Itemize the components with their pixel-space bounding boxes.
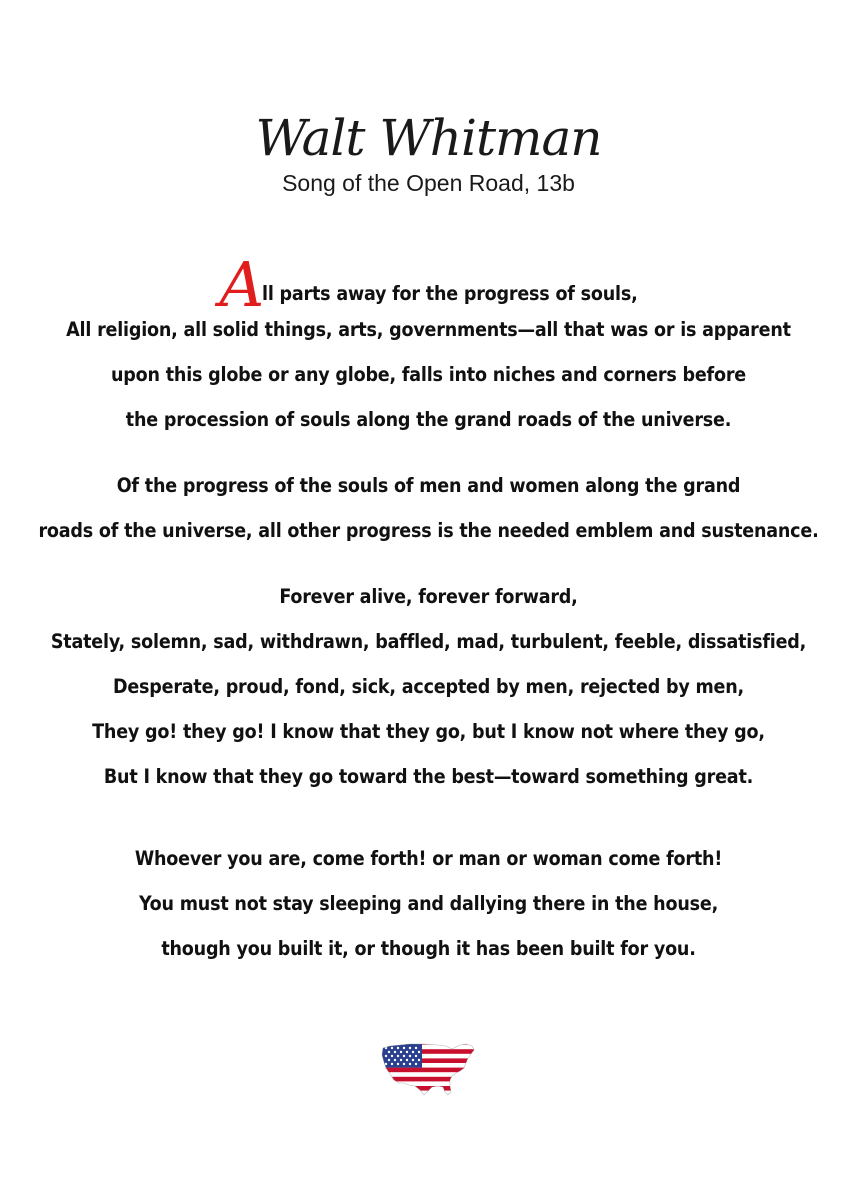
poem-line: They go! they go! I know that they go, but I know not where they go, bbox=[92, 720, 765, 743]
stanza-3 bbox=[0, 574, 857, 799]
poem-line: Whoever you are, come forth! or man or woman come forth! bbox=[134, 847, 723, 870]
drop-cap: A bbox=[219, 248, 265, 321]
poem-line: the procession of souls along the grand roads of the universe. bbox=[125, 408, 732, 431]
author-title: Walt Whitman bbox=[255, 109, 602, 167]
poem-line: Desperate, proud, fond, sick, accepted by men, rejected by men, bbox=[112, 675, 745, 698]
poem-line-text: ll parts away for the progress of souls, bbox=[262, 282, 638, 305]
poem-line: Of the progress of the souls of men and women along the grand bbox=[116, 474, 741, 497]
poem-line: though you built it, or though it has been built for you. bbox=[161, 937, 696, 960]
poem-subtitle: Song of the Open Road, 13b bbox=[282, 170, 575, 196]
poem-line: All religion, all solid things, arts, governments—all that was or is apparent bbox=[66, 318, 791, 341]
poem-line: upon this globe or any globe, falls into niches and corners before bbox=[111, 363, 746, 386]
stanza-4 bbox=[0, 836, 857, 971]
stanza-1 bbox=[0, 248, 857, 442]
poem-line: You must not stay sleeping and dallying there in the house, bbox=[138, 892, 719, 915]
poem-line: But I know that they go toward the best—toward something great. bbox=[103, 765, 754, 788]
usa-flag-map-icon bbox=[380, 1040, 476, 1100]
poem-line: Forever alive, forever forward, bbox=[279, 585, 578, 608]
poem-line: roads of the universe, all other progress is the needed emblem and sustenance. bbox=[38, 519, 819, 542]
poem-line: Stately, solemn, sad, withdrawn, baffled, mad, turbulent, feeble, dissatisfied, bbox=[50, 630, 807, 653]
stanza-2 bbox=[0, 463, 857, 553]
poem-line bbox=[0, 248, 857, 321]
